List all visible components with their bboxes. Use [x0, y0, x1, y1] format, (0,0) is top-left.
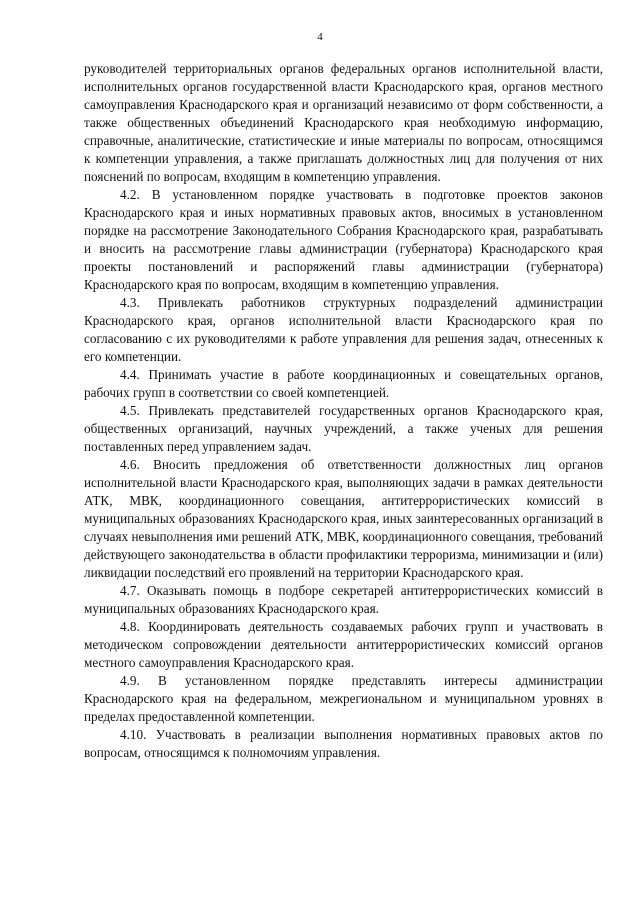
paragraph-continuation: руководителей территориальных органов федеральных органов исполнительной власти, исполнительных органов государственной власти Краснодарского края, органов местного самоуправления Краснодарского края и организаций независимо от форм собственности, а также общественных объединений Краснодарского края необходимую информацию, справочные, аналитические, статистические и иные материалы по вопросам, относящимся к компетенции управления, а также приглашать должностных лиц для получения от них пояснений по вопросам, входящим в компетенцию управления.	[84, 61, 603, 184]
paragraph-4-5: 4.5. Привлекать представителей государственных органов Краснодарского края, общественных организаций, научных учреждений, а также ученых для решения поставленных перед управлением задач.	[84, 403, 603, 454]
document-body	[84, 60, 603, 762]
paragraph-4-9: 4.9. В установленном порядке представлять интересы администрации Краснодарского края на федеральном, межрегиональном и муниципальном уровнях в пределах предоставленной компетенции.	[84, 673, 603, 724]
paragraph-4-4: 4.4. Принимать участие в работе координационных и совещательных органов, рабочих групп в соответствии со своей компетенцией.	[84, 367, 603, 400]
paragraph-4-8: 4.8. Координировать деятельность создаваемых рабочих групп и участвовать в методическом сопровождении деятельности антитеррористических комиссий органов местного самоуправления Краснодарского края.	[84, 619, 603, 670]
paragraph-4-2: 4.2. В установленном порядке участвовать в подготовке проектов законов Краснодарского края и иных нормативных правовых актов, вносимых в установленном порядке на рассмотрение Законодательного Собрания Краснодарского края, разрабатывать и вносить на рассмотрение главы администрации (губернатора) Краснодарского края проекты постановлений и распоряжений главы администрации (губернатора) Краснодарского края по вопросам, входящим в компетенцию управления.	[84, 187, 603, 292]
paragraph-4-3: 4.3. Привлекать работников структурных подразделений администрации Краснодарского края, органов исполнительной власти Краснодарского края по согласованию с их руководителями к работе управления для решения задач, отнесенных к его компетенции.	[84, 295, 603, 364]
paragraph-4-6: 4.6. Вносить предложения об ответственности должностных лиц органов исполнительной власти Краснодарского края, выполняющих задачи в рамках деятельности АТК, МВК, координационного совещания, антитеррористических комиссий в муниципальных образованиях Краснодарского края, иных заинтересованных организаций в случаях невыполнения ими решений АТК, МВК, координационного совещания, требований действующего законодательства в области профилактики терроризма, минимизации и (или) ликвидации последствий его проявлений на территории Краснодарского края.	[84, 457, 603, 580]
paragraph-4-7: 4.7. Оказывать помощь в подборе секретарей антитеррористических комиссий в муниципальных образованиях Краснодарского края.	[84, 583, 603, 616]
paragraph-4-10: 4.10. Участвовать в реализации выполнения нормативных правовых актов по вопросам, относящимся к полномочиям управления.	[84, 727, 603, 760]
page-number: 4	[317, 31, 323, 43]
